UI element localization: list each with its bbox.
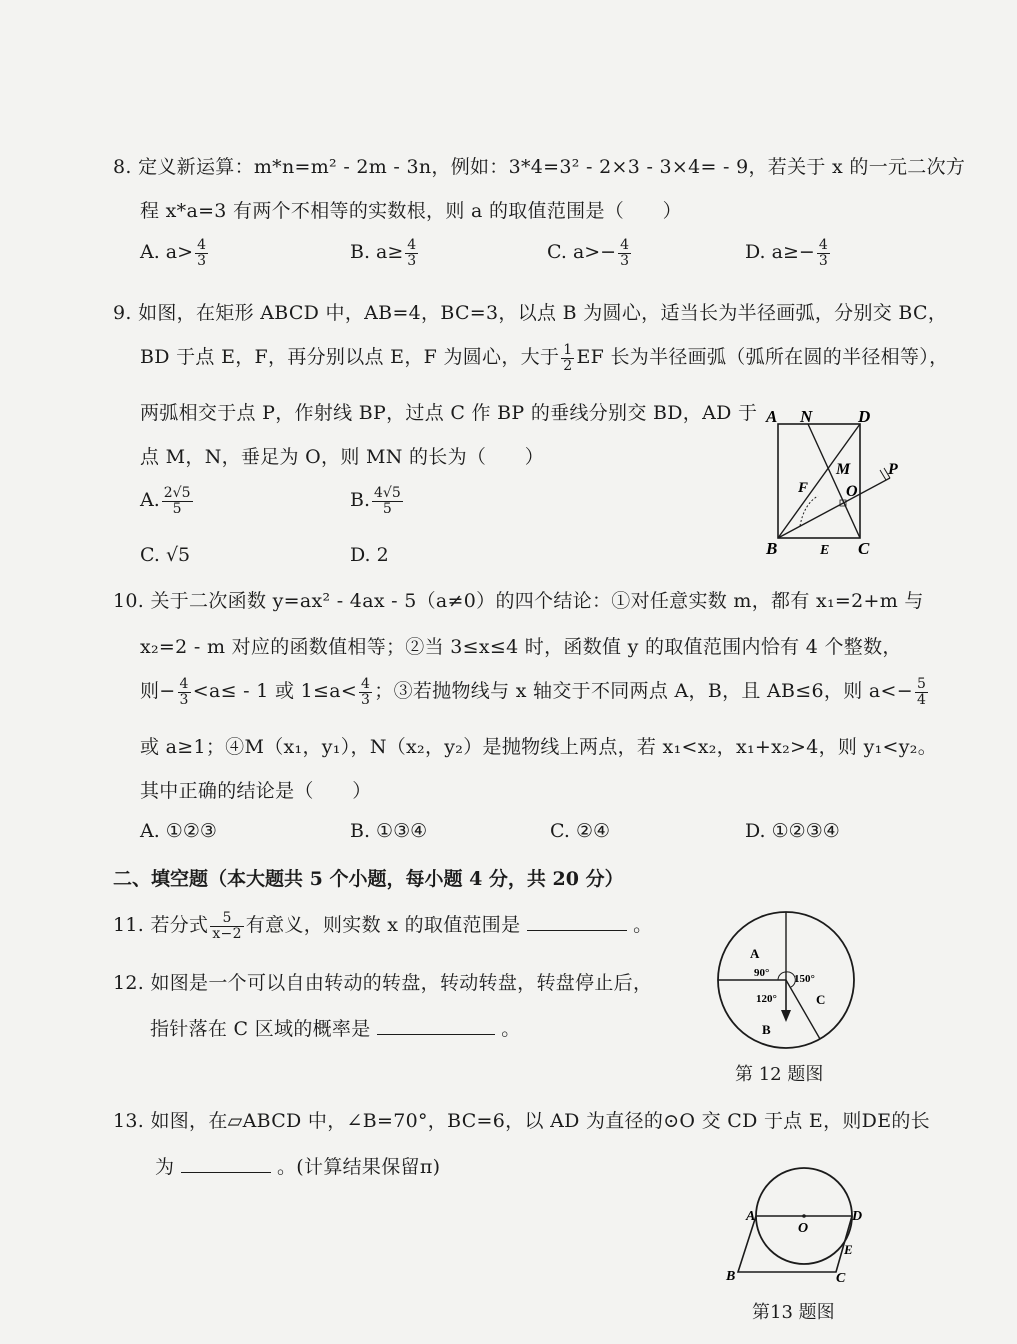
q13-caption: 第13 题图 bbox=[752, 1302, 835, 1323]
q10-line1: 10. 关于二次函数 y=ax² - 4ax - 5（a≠0）的四个结论：①对任意实数 m，都有 x₁=2+m 与 bbox=[113, 590, 924, 612]
pointer-arrow-icon bbox=[781, 1010, 791, 1022]
q10-option-c: C. ②④ bbox=[550, 820, 611, 842]
label-o: O bbox=[846, 483, 858, 500]
q8-line2: 程 x*a=3 有两个不相等的实数根，则 a 的取值范围是（ ） bbox=[140, 200, 682, 222]
label-b: B bbox=[766, 539, 778, 558]
region-c-label: C bbox=[816, 992, 826, 1007]
label-n: N bbox=[800, 407, 813, 426]
q10-line2: x₂=2 - m 对应的函数值相等；②当 3≤x≤4 时，函数值 y 的取值范围内恰有 4 个整数， bbox=[140, 636, 902, 658]
q12-caption: 第 12 题图 bbox=[735, 1064, 824, 1085]
ray-bp bbox=[778, 478, 890, 538]
angle-arc-90 bbox=[778, 972, 786, 980]
q8-option-a: A. a> $\frac{4}{3}$ bbox=[140, 237, 206, 269]
q13-answer-blank[interactable] bbox=[181, 1172, 271, 1173]
label-o: O bbox=[798, 1221, 809, 1236]
angle-90-label: 90° bbox=[754, 967, 770, 979]
q9-line1: 9. 如图，在矩形 ABCD 中，AB=4，BC=3，以点 B 为圆心，适当长为半径画弧，分别交 BC， bbox=[113, 302, 948, 324]
q10-line3: 则− $\frac{4}{3}$ <a≤ - 1 或 1≤a< $\frac{4}{3}$ ；③若抛物线与 x 轴交于不同两点 A，B，且 AB≤6，则 a<− $\frac{5}{4}$ bbox=[140, 675, 927, 708]
q10-line5: 其中正确的结论是（ ） bbox=[140, 780, 372, 802]
q9-option-d: D. 2 bbox=[350, 544, 389, 566]
diagonal-bd bbox=[778, 424, 860, 538]
q10-option-b: B. ①③④ bbox=[350, 820, 428, 842]
label-b: B bbox=[726, 1269, 736, 1284]
label-e: E bbox=[820, 543, 830, 558]
label-c: C bbox=[836, 1271, 846, 1286]
q10-option-a: A. ①②③ bbox=[140, 820, 217, 842]
label-a: A bbox=[766, 407, 778, 426]
q8-option-d: D. a≥− $\frac{4}{3}$ bbox=[745, 237, 828, 269]
label-f: F bbox=[798, 480, 809, 496]
label-p: P bbox=[888, 461, 898, 478]
q10-line4: 或 a≥1；④M（x₁，y₁），N（x₂，y₂）是抛物线上两点，若 x₁<x₂，x₁+x₂>4，则 y₁<y₂。 bbox=[140, 736, 937, 758]
label-d: D bbox=[852, 1209, 863, 1224]
region-b-label: B bbox=[762, 1022, 771, 1037]
q9-line2: BD 于点 E，F，再分别以点 E，F 为圆心，大于 $\frac{1}{2}$ EF 长为半径画弧（弧所在圆的半径相等）， bbox=[140, 341, 949, 374]
q11-line: 11. 若分式 $\frac{5}{x-2}$ 有意义，则实数 x 的取值范围是 。 bbox=[113, 909, 653, 942]
q8-option-c: C. a>− $\frac{4}{3}$ bbox=[547, 237, 630, 269]
q12-answer-blank[interactable] bbox=[377, 1034, 495, 1035]
q13-line1: 13. 如图，在▱ABCD 中，∠B=70°，BC=6，以 AD 为直径的⊙O 交 CD 于点 E，则DE的长 bbox=[113, 1110, 930, 1132]
label-m: M bbox=[836, 461, 851, 478]
angle-150-label: 150° bbox=[794, 973, 815, 985]
q10-option-d: D. ①②③④ bbox=[745, 820, 840, 842]
spinner-divider-bottom bbox=[786, 980, 820, 1039]
label-d: D bbox=[858, 407, 871, 426]
q9-option-c: C. √5 bbox=[140, 544, 191, 566]
label-c: C bbox=[858, 539, 870, 558]
center-point-o bbox=[802, 1214, 806, 1218]
q9-option-b: B. $\frac{4√5}{5}$ bbox=[350, 485, 401, 517]
q9-rectangle-figure bbox=[760, 400, 910, 560]
q13-line2: 为 。(计算结果保留π) bbox=[155, 1156, 441, 1178]
line-cn bbox=[808, 424, 860, 538]
q8-option-b: B. a≥ $\frac{4}{3}$ bbox=[350, 237, 417, 269]
q12-line2: 指针落在 C 区域的概率是 。 bbox=[150, 1018, 521, 1040]
q9-option-a: A. $\frac{2√5}{5}$ bbox=[140, 485, 191, 517]
q13-parallelogram-figure bbox=[720, 1160, 880, 1290]
q12-spinner-figure bbox=[712, 908, 862, 1053]
q11-answer-blank[interactable] bbox=[527, 930, 627, 931]
q9-line4: 点 M，N，垂足为 O，则 MN 的长为（ ） bbox=[140, 446, 545, 468]
label-e: E bbox=[844, 1242, 853, 1257]
angle-120-label: 120° bbox=[756, 993, 777, 1005]
q12-line1: 12. 如图是一个可以自由转动的转盘，转动转盘，转盘停止后， bbox=[113, 972, 653, 994]
region-a-label: A bbox=[750, 946, 760, 961]
section-2-heading: 二、填空题（本大题共 5 个小题，每小题 4 分，共 20 分） bbox=[113, 868, 624, 890]
q9-line3: 两弧相交于点 P，作射线 BP，过点 C 作 BP 的垂线分别交 BD，AD 于 bbox=[140, 402, 758, 424]
label-a: A bbox=[746, 1209, 756, 1224]
q8-line1: 8. 定义新运算：m*n=m² - 2m - 3n，例如：3*4=3² - 2×3 - 3×4= - 9，若关于 x 的一元二次方 bbox=[113, 156, 966, 178]
